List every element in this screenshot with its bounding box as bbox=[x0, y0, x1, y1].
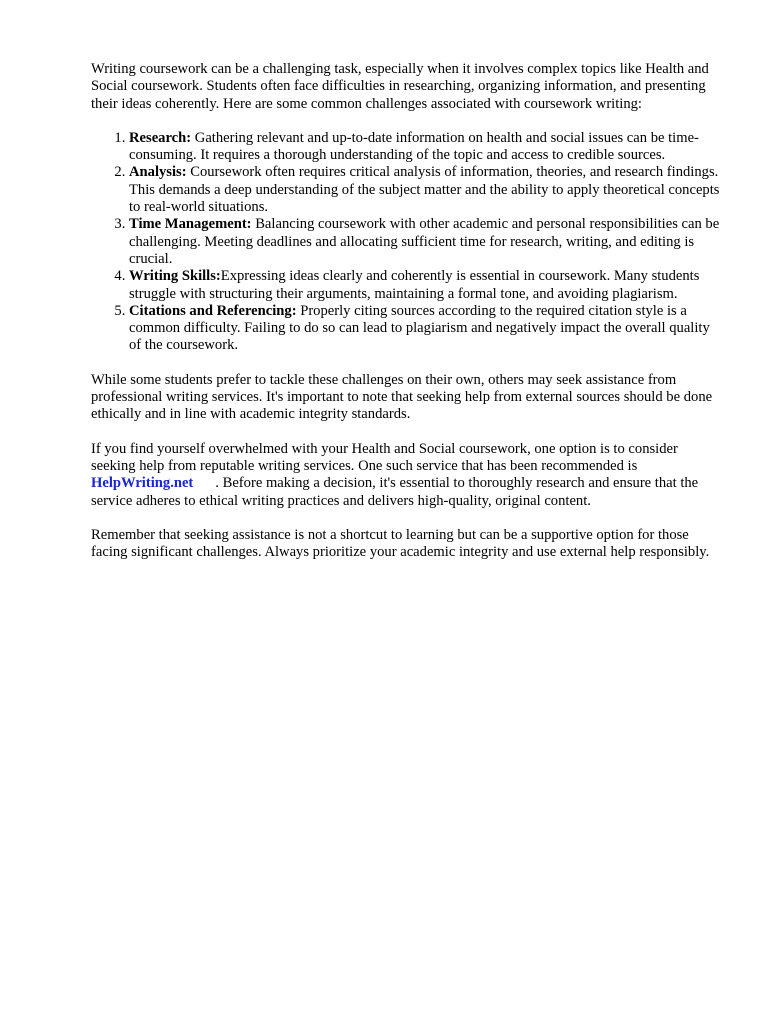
list-item-research bbox=[129, 130, 723, 165]
assistance-paragraph: While some students prefer to tackle these challenges on their own, others may seek assistance from professional writing services. It's important to note that seeking help from external sources should be done ethically and in line with academic integrity standards. bbox=[91, 371, 713, 423]
helpwriting-link[interactable]: HelpWriting.net bbox=[91, 475, 194, 492]
list-item-text: Coursework often requires critical analysis of information, theories, and research findings. This demands a deep understanding of the subject matter and the ability to apply theoretical concepts to real-world situations. bbox=[129, 164, 720, 216]
list-item-text: Balancing coursework with other academic and personal responsibilities can be challenging. Meeting deadlines and allocating sufficient time for research, writing, and editing is crucial. bbox=[129, 216, 720, 267]
option-text-before: If you find yourself overwhelmed with your Health and Social coursework, one option is to consider seeking help from reputable writing services. One such service that has been recommended is bbox=[91, 440, 678, 474]
intro-paragraph: Writing coursework can be a challenging task, especially when it involves complex topics like Health and Social coursework. Students often face difficulties in researching, organizing information, and presenting their ideas coherently. Here are some common challenges associated with coursework writing: bbox=[91, 61, 709, 112]
document-page bbox=[91, 61, 723, 578]
list-item-title: Writing Skills: bbox=[129, 268, 221, 285]
list-item-title: Citations and Referencing: bbox=[129, 302, 297, 319]
option-text-after: . Before making a decision, it's essential to thoroughly research and ensure that the service adheres to ethical writing practices and delivers high-quality, original content. bbox=[91, 475, 699, 509]
list-item-time-management bbox=[129, 216, 723, 268]
remember-paragraph: Remember that seeking assistance is not a shortcut to learning but can be a supportive option for those facing significant challenges. Always prioritize your academic integrity and use external help responsibly. bbox=[91, 526, 710, 561]
challenges-list bbox=[91, 130, 723, 355]
list-item-citations bbox=[129, 303, 723, 355]
list-item-title: Analysis: bbox=[129, 164, 187, 181]
list-item-title: Research: bbox=[129, 129, 192, 146]
list-item-text: Gathering relevant and up-to-date information on health and social issues can be time-consuming. It requires a thorough understanding of the topic and access to credible sources. bbox=[129, 129, 699, 164]
list-item-analysis bbox=[129, 164, 723, 216]
list-item-writing-skills bbox=[129, 268, 723, 303]
list-item-title: Time Management: bbox=[129, 216, 252, 233]
list-item-text: Expressing ideas clearly and coherently is essential in coursework. Many students struggle with structuring their arguments, maintaining a formal tone, and avoiding plagiarism. bbox=[129, 268, 700, 302]
option-paragraph bbox=[91, 441, 723, 510]
list-item-text: Properly citing sources according to the required citation style is a common difficulty. Failing to do so can lead to plagiarism and negatively impact the overall quality of the coursework. bbox=[129, 302, 710, 354]
